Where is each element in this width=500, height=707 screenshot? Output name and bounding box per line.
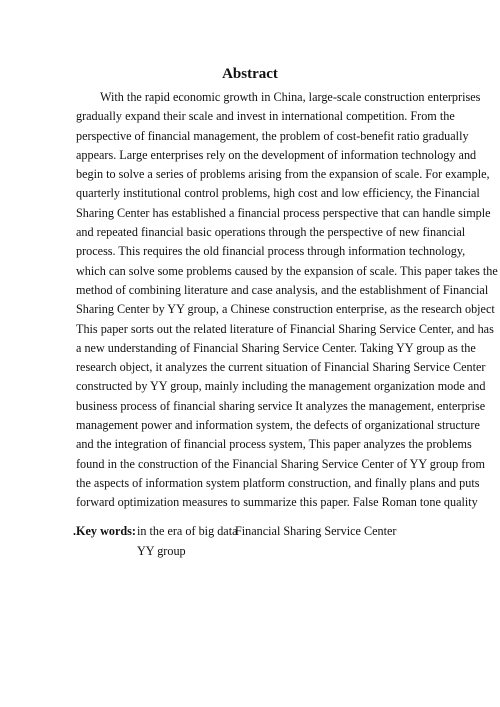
abstract-line: With the rapid economic growth in China, large-scale construction enterprises — [100, 90, 481, 104]
abstract-title: Abstract — [222, 66, 278, 82]
abstract-line: constructed by YY group, mainly including the management organization mode and — [76, 379, 486, 394]
abstract-line: quarterly institutional control problems, high cost and low efficiency, the Financial — [76, 186, 480, 201]
keywords-label: .Key words: — [73, 524, 136, 538]
abstract-line: This paper sorts out the related literature of Financial Sharing Service Center, and has — [76, 321, 494, 336]
abstract-line: and repeated financial basic operations through the perspective of new financial — [76, 225, 466, 240]
abstract-line: research object, it analyzes the current situation of Financial Sharing Service Center — [76, 360, 486, 375]
abstract-line: the aspects of information system platform construction, and finally plans and puts — [76, 475, 480, 490]
keyword-item: YY group — [137, 544, 186, 558]
abstract-line: which can solve some problems caused by the expansion of scale. This paper takes the — [76, 263, 498, 278]
abstract-line: and the integration of financial process system, This paper analyzes the problems — [76, 437, 472, 452]
abstract-line: method of combining literature and case analysis, and the establishment of Financial — [76, 282, 489, 297]
abstract-line: a new understanding of Financial Sharing Service Center. Taking YY group as the — [76, 340, 476, 355]
abstract-body — [76, 88, 498, 513]
abstract-line: process. This requires the old financial process through information technology, — [76, 244, 466, 259]
abstract-line: gradually expand their scale and invest in international competition. From the — [76, 109, 455, 124]
abstract-line: business process of financial sharing service It analyzes the management, enterprise — [76, 398, 486, 413]
keyword-item: in the era of big data — [137, 524, 238, 538]
abstract-line: appears. Large enterprises rely on the development of information technology and — [76, 147, 477, 162]
abstract-line: found in the construction of the Financial Sharing Service Center of YY group from — [76, 456, 485, 471]
abstract-line: Sharing Center has established a financial process perspective that can handle simple — [76, 205, 491, 220]
abstract-line: management power and information system, the defects of organizational structure — [76, 418, 480, 433]
abstract-line: forward optimization measures to summarize this paper. False Roman tone quality — [76, 495, 478, 510]
abstract-line: perspective of financial management, the problem of cost-benefit ratio gradually — [76, 128, 469, 143]
keyword-item: Financial Sharing Service Center — [235, 524, 397, 538]
abstract-line: Sharing Center by YY group, a Chinese construction enterprise, as the research object — [76, 302, 495, 317]
abstract-line: begin to solve a series of problems arising from the expansion of scale. For example, — [76, 167, 490, 182]
